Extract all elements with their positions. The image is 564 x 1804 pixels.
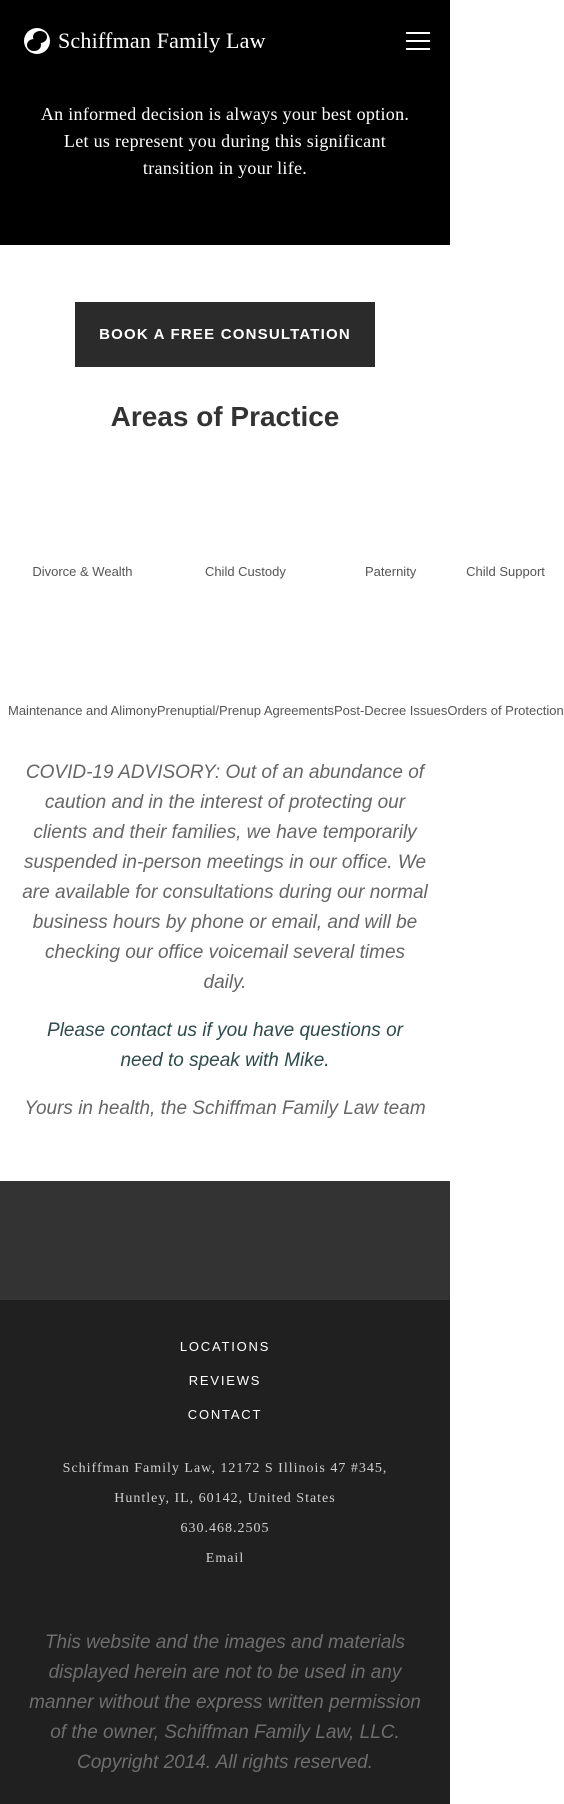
footer-address [0, 1454, 450, 1574]
address-line-2: Huntley, IL, 60142, United States [114, 1491, 336, 1506]
practice-area-divorce[interactable] [8, 452, 157, 591]
practice-area-label: Divorce & Wealth [32, 564, 133, 579]
practice-area-label: Post-Decree Issues [333, 703, 448, 718]
site-header [0, 0, 450, 245]
practice-area-child-custody[interactable] [157, 452, 334, 591]
footer-link-reviews[interactable]: REVIEWS [188, 1373, 262, 1388]
hero-tagline: An informed decision is always your best option. Let us represent you during this significant transition in your life. [40, 104, 410, 178]
brand-name: Schiffman Family Law [58, 28, 266, 53]
email-link[interactable]: Email [205, 1551, 245, 1566]
practice-area-maintenance[interactable] [8, 591, 157, 730]
contact-us-link[interactable]: Please contact us if you have questions or need to speak with Mike. [47, 1020, 403, 1071]
brand-logo-link[interactable] [24, 28, 266, 54]
practice-area-paternity[interactable] [334, 452, 447, 591]
practice-area-label: Paternity [365, 564, 417, 579]
practice-area-label: Child Custody [204, 564, 286, 579]
cta-wrapper [0, 302, 450, 367]
footer-link-contact[interactable]: CONTACT [187, 1407, 263, 1422]
practice-area-label: Prenuptial/Prenup Agreements [156, 703, 334, 718]
book-consultation-button[interactable]: BOOK A FREE CONSULTATION [75, 302, 375, 367]
signoff-text: Yours in health, the Schiffman Family Law team [24, 1098, 426, 1119]
practice-area-label: Maintenance and Alimony [8, 703, 157, 718]
practice-area-child-support[interactable] [447, 452, 563, 591]
menu-icon-bar [406, 48, 430, 50]
areas-of-practice-title: Areas of Practice [110, 401, 340, 432]
practice-area-label: Orders of Protection [447, 703, 564, 718]
main-content [0, 245, 564, 1124]
footer-band [0, 1181, 450, 1300]
footer-nav [0, 1330, 450, 1432]
practice-area-orders-of-protection[interactable] [447, 591, 563, 730]
practice-areas-grid [0, 452, 564, 730]
footer-link-locations[interactable]: LOCATIONS [179, 1339, 271, 1354]
copyright-disclaimer: This website and the images and materials displayed herein are not to be used in any manner without the express written permission of the owner, Schiffman Family Law, LLC. Copyright 2014. All rights reserved. [29, 1632, 421, 1773]
s-logo-icon [24, 28, 50, 54]
address-line-1: Schiffman Family Law, 12172 S Illinois 47 #345, [62, 1461, 388, 1476]
menu-icon-bar [406, 40, 430, 42]
hamburger-menu-button[interactable] [406, 32, 430, 50]
phone-number[interactable]: 630.468.2505 [180, 1521, 270, 1536]
menu-icon-bar [406, 32, 430, 34]
site-footer [0, 1300, 450, 1804]
practice-area-label: Child Support [466, 564, 545, 579]
practice-area-post-decree[interactable] [334, 591, 447, 730]
top-bar [0, 0, 450, 82]
practice-area-prenuptial[interactable] [157, 591, 334, 730]
covid-advisory-text: COVID-19 ADVISORY: Out of an abundance of caution and in the interest of protecting our clients and their families, we have temporarily suspended in-person meetings in our office. We are available for consultations during our normal business hours by phone or email, and will be checking our office voicemail several times daily. [22, 762, 428, 993]
